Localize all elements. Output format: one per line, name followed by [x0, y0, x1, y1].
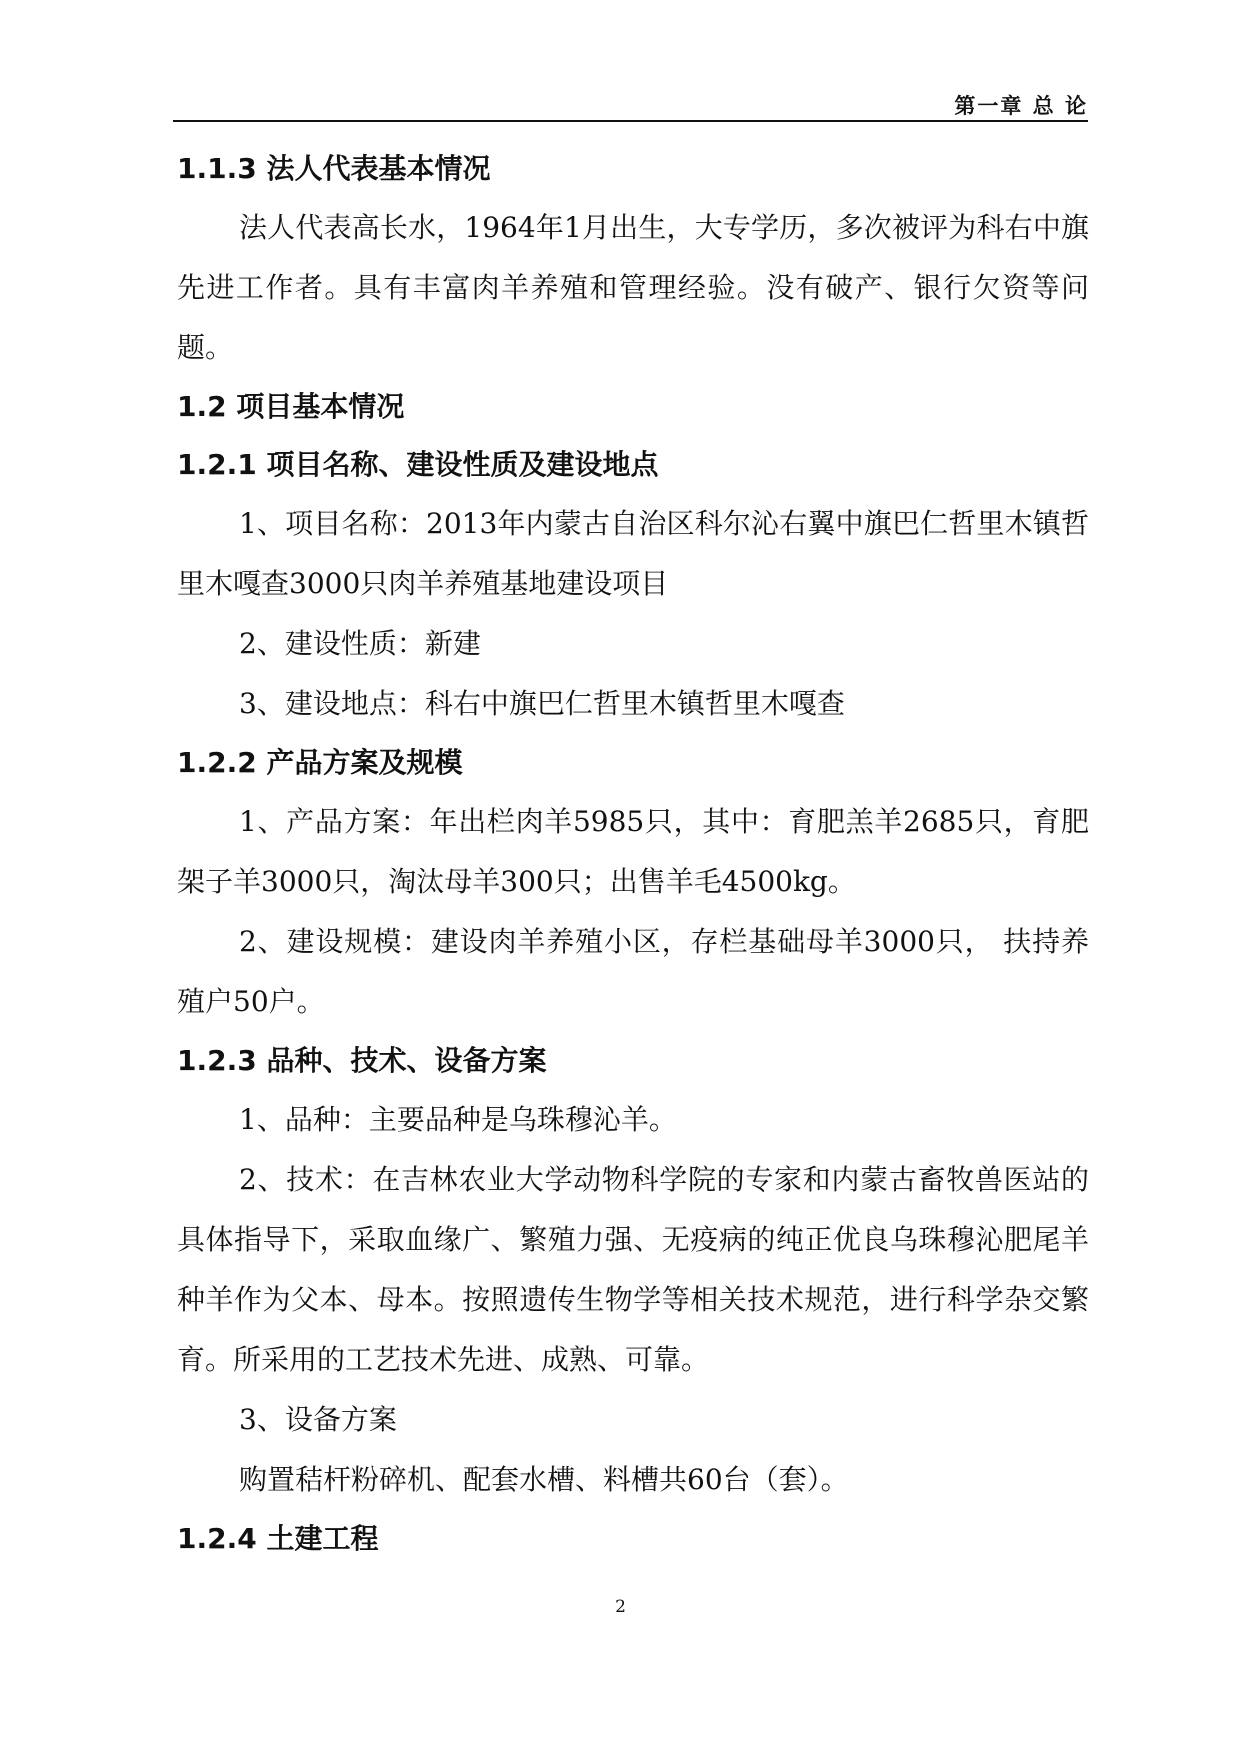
chapter-title: 第一章 总 论 [954, 94, 1088, 118]
document-body [177, 140, 1089, 1568]
equipment-detail: 购置秸杆粉碎机、配套水槽、料槽共60台（套）。 [239, 1463, 849, 1496]
project-name-item: 1、项目名称：2013年内蒙古自治区科尔沁右翼中旗巴仁哲里木镇哲里木嘎查3000只肉羊养殖基地建设项目 [177, 507, 1089, 600]
section-heading-1-2: 1.2 项目基本情况 [177, 390, 405, 423]
construction-location-item: 3、建设地点：科右中旗巴仁哲里木镇哲里木嘎查 [239, 687, 845, 720]
equipment-plan-item: 3、设备方案 [239, 1403, 397, 1436]
section-heading-1-1-3: 1.1.3 法人代表基本情况 [177, 152, 491, 185]
construction-scale-item: 2、建设规模：建设肉羊养殖小区，存栏基础母羊3000只， 扶持养殖户50户。 [177, 925, 1089, 1018]
breed-item: 1、品种：主要品种是乌珠穆沁羊。 [239, 1103, 677, 1136]
legal-representative-paragraph: 法人代表高长水，1964年1月出生，大专学历，多次被评为科右中旗先进工作者。具有丰富肉羊养殖和管理经验。没有破产、银行欠资等问题。 [177, 211, 1089, 364]
section-heading-1-2-3: 1.2.3 品种、技术、设备方案 [177, 1044, 547, 1077]
page-header [173, 86, 1088, 122]
section-heading-1-2-4: 1.2.4 土建工程 [177, 1522, 379, 1555]
technology-item: 2、技术：在吉林农业大学动物科学院的专家和内蒙古畜牧兽医站的具体指导下，采取血缘广、繁殖力强、无疫病的纯正优良乌珠穆沁肥尾羊种羊作为父本、母本。按照遗传生物学等相关技术规范，进行科学杂交繁育。所采用的工艺技术先进、成熟、可靠。 [177, 1163, 1089, 1376]
product-plan-item: 1、产品方案：年出栏肉羊5985只，其中：育肥羔羊2685只，育肥架子羊3000只，淘汰母羊300只；出售羊毛4500kg。 [177, 805, 1089, 898]
page-number: 2 [615, 1597, 626, 1617]
section-heading-1-2-1: 1.2.1 项目名称、建设性质及建设地点 [177, 448, 659, 481]
section-heading-1-2-2: 1.2.2 产品方案及规模 [177, 746, 463, 779]
construction-nature-item: 2、建设性质：新建 [239, 627, 481, 660]
